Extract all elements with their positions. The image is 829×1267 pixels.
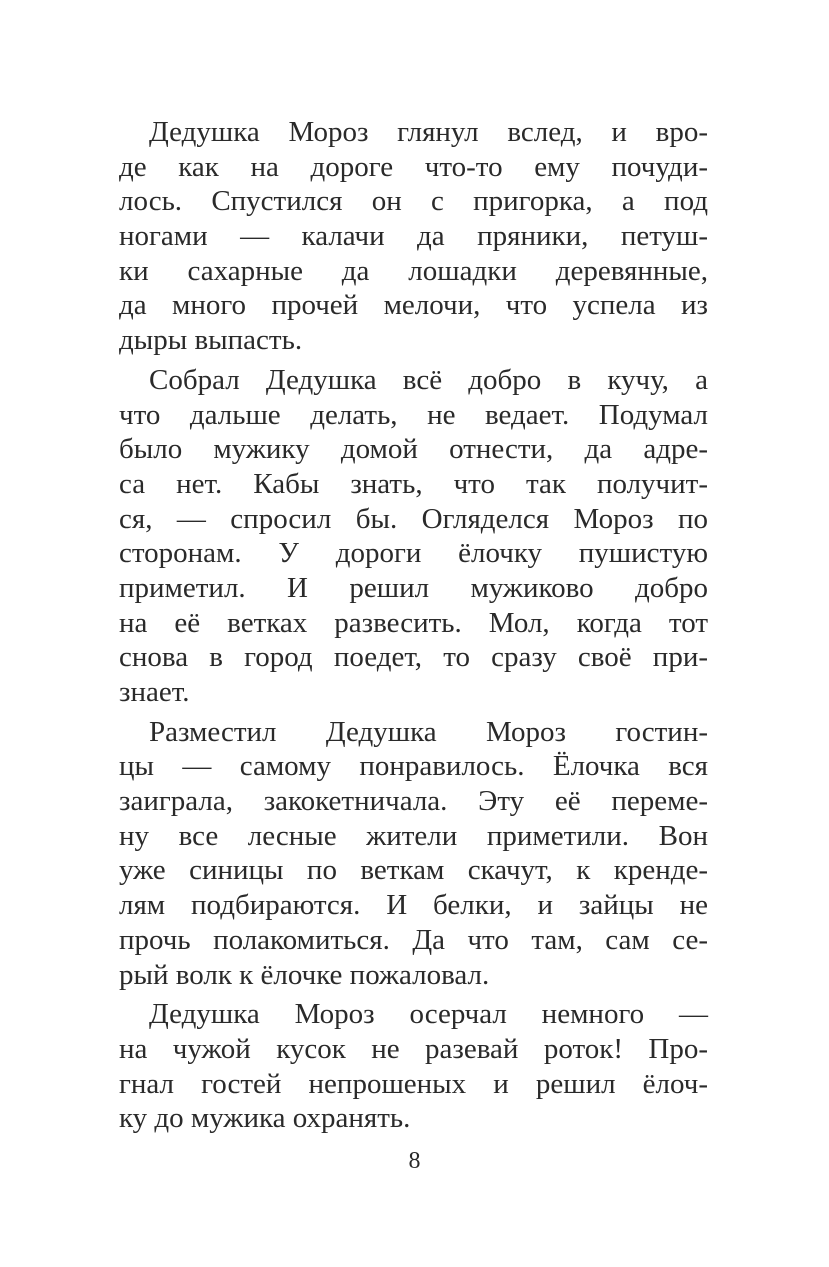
text-line: Разместил Дедушка Мороз гостин- bbox=[149, 715, 708, 748]
text-line: ногами — калачи да пряники, петуш- bbox=[119, 220, 708, 253]
text-line: Собрал Дедушка всё добро в кучу, а bbox=[149, 363, 708, 396]
text-line: де как на дороге что-то ему почуди- bbox=[119, 150, 708, 183]
text-line: ку до мужика охранять. bbox=[119, 1102, 411, 1135]
paragraph-3 bbox=[119, 715, 708, 993]
paragraph-4 bbox=[119, 997, 708, 1136]
page-number: 8 bbox=[408, 1148, 421, 1174]
text-line: приметил. И решил мужиково добро bbox=[119, 571, 708, 604]
text-line: гнал гостей непрошеных и решил ёлоч- bbox=[119, 1067, 708, 1100]
text-line: заиграла, закокетничала. Эту её переме- bbox=[119, 785, 708, 818]
text-line: что дальше делать, не ведает. Подумал bbox=[119, 398, 708, 431]
text-line: лось. Спустился он с пригорка, а под bbox=[119, 185, 708, 218]
text-line: ся, — спросил бы. Огляделся Мороз по bbox=[119, 502, 708, 535]
text-line: ки сахарные да лошадки деревянные, bbox=[119, 254, 708, 287]
text-line: лям подбираются. И белки, и зайцы не bbox=[119, 889, 708, 922]
text-line: са нет. Кабы знать, что так получит- bbox=[119, 467, 708, 500]
text-line: прочь полакомиться. Да что там, сам се- bbox=[119, 923, 708, 956]
text-line: Дедушка Мороз глянул вслед, и вро- bbox=[149, 116, 708, 148]
text-line: ну все лесные жители приметили. Вон bbox=[119, 819, 708, 852]
text-line: знает. bbox=[119, 676, 190, 708]
text-line: снова в город поедет, то сразу своё при- bbox=[119, 641, 708, 674]
text-line: цы — самому понравилось. Ёлочка вся bbox=[119, 750, 708, 783]
text-line: дыры выпасть. bbox=[119, 324, 303, 357]
text-line: да много прочей мелочи, что успела из bbox=[119, 289, 708, 322]
text-line: уже синицы по веткам скачут, к кренде- bbox=[119, 854, 708, 887]
text-line: Дедушка Мороз осерчал немного — bbox=[149, 998, 708, 1031]
text-line: рый волк к ёлочке пожаловал. bbox=[119, 958, 490, 991]
page-body bbox=[119, 115, 708, 1141]
text-line: на её ветках развесить. Мол, когда тот bbox=[119, 606, 708, 639]
paragraph-2 bbox=[119, 363, 708, 710]
text-line: на чужой кусок не разевай роток! Про- bbox=[119, 1032, 708, 1065]
paragraph-1 bbox=[119, 115, 708, 358]
text-line: было мужику домой отнести, да адре- bbox=[119, 433, 708, 466]
text-line: сторонам. У дороги ёлочку пушистую bbox=[119, 537, 708, 570]
